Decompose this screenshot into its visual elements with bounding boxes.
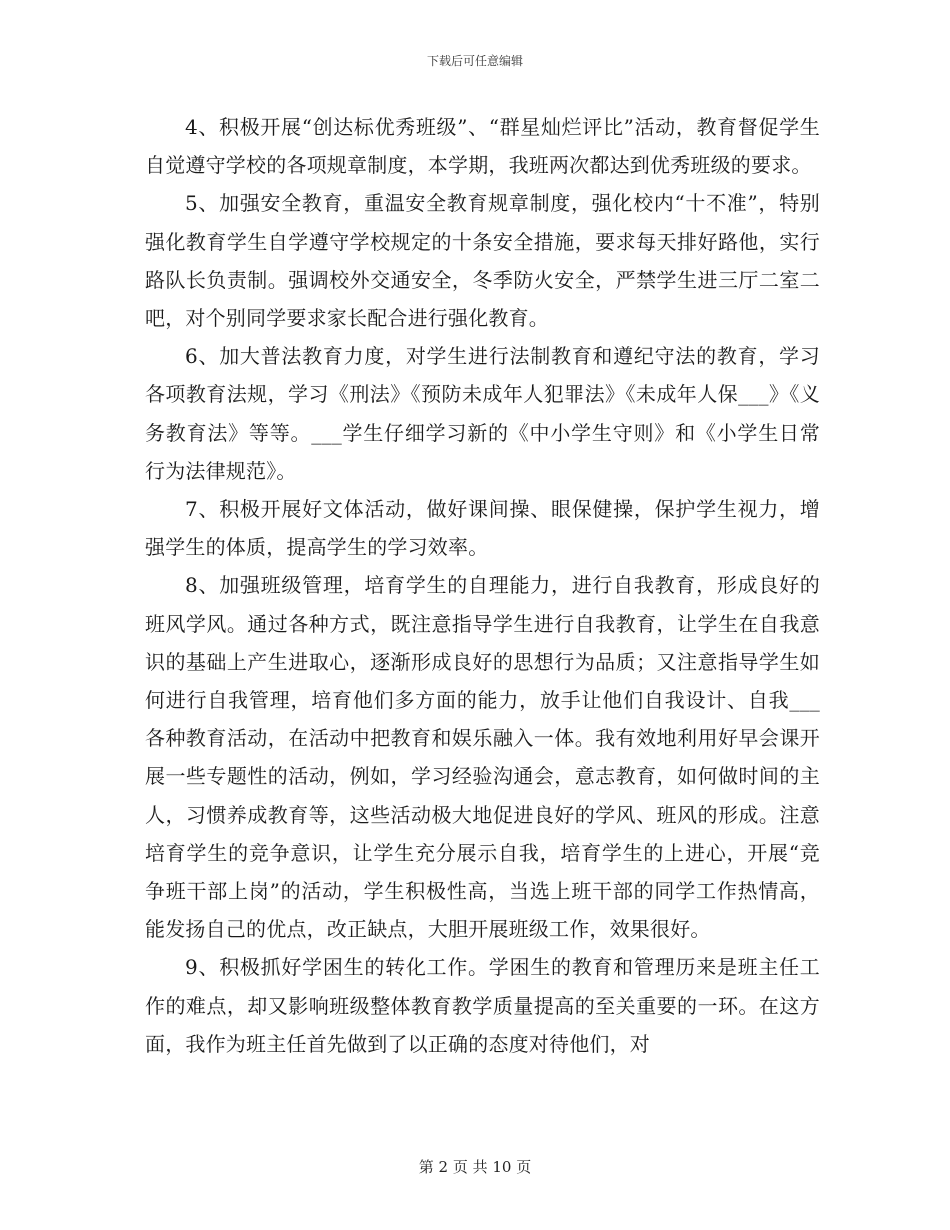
paragraph-5: 5、加强安全教育，重温安全教育规章制度，强化校内“十不准”，特别强化教育学生自学遵守学校规定的十条安全措施，要求每天排好路他，实行路队长负责制。强调校外交通安全，冬季防火安全，严禁学生进三厅二室二吧，对个别同学要求家长配合进行强化教育。	[145, 191, 820, 331]
paragraph-6: 6、加大普法教育力度，对学生进行法制教育和遵纪守法的教育，学习各项教育法规，学习《刑法》《预防未成年人犯罪法》《未成年人保___》《义务教育法》等等。___学生仔细学习新的《中小学生守则》和《小学生日常行为法律规范》。	[145, 344, 820, 483]
page-header: 下载后可任意编辑	[426, 54, 523, 68]
paragraph-4: 4、积极开展“创达标优秀班级”、“群星灿烂评比”活动，教育督促学生自觉遵守学校的各项规章制度，本学期，我班两次都达到优秀班级的要求。	[145, 115, 820, 178]
page-number-footer: 第 2 页 共 10 页	[418, 1158, 532, 1176]
paragraph-9: 9、积极抓好学困生的转化工作。学困生的教育和管理历来是班主任工作的难点，却又影响班级整体教育教学质量提高的至关重要的一环。在这方面，我作为班主任首先做到了以正确的态度对待他们，对	[145, 955, 820, 1056]
document-body	[145, 108, 820, 1063]
paragraph-7: 7、积极开展好文体活动，做好课间操、眼保健操，保护学生视力，增强学生的体质，提高学生的学习效率。	[145, 497, 820, 560]
paragraph-8: 8、加强班级管理，培育学生的自理能力，进行自我教育，形成良好的班风学风。通过各种方式，既注意指导学生进行自我教育，让学生在自我意识的基础上产生进取心，逐渐形成良好的思想行为品质；又注意指导学生如何进行自我管理，培育他们多方面的能力，放手让他们自我设计、自我___各种教育活动，在活动中把教育和娱乐融入一体。我有效地利用好早会课开展一些专题性的活动，例如，学习经验沟通会，意志教育，如何做时间的主人，习惯养成教育等，这些活动极大地促进良好的学风、班风的形成。注意培育学生的竞争意识，让学生充分展示自我，培育学生的上进心，开展“竞争班干部上岗”的活动，学生积极性高，当选上班干部的同学工作热情高，能发扬自己的优点，改正缺点，大胆开展班级工作，效果很好。	[145, 573, 820, 942]
